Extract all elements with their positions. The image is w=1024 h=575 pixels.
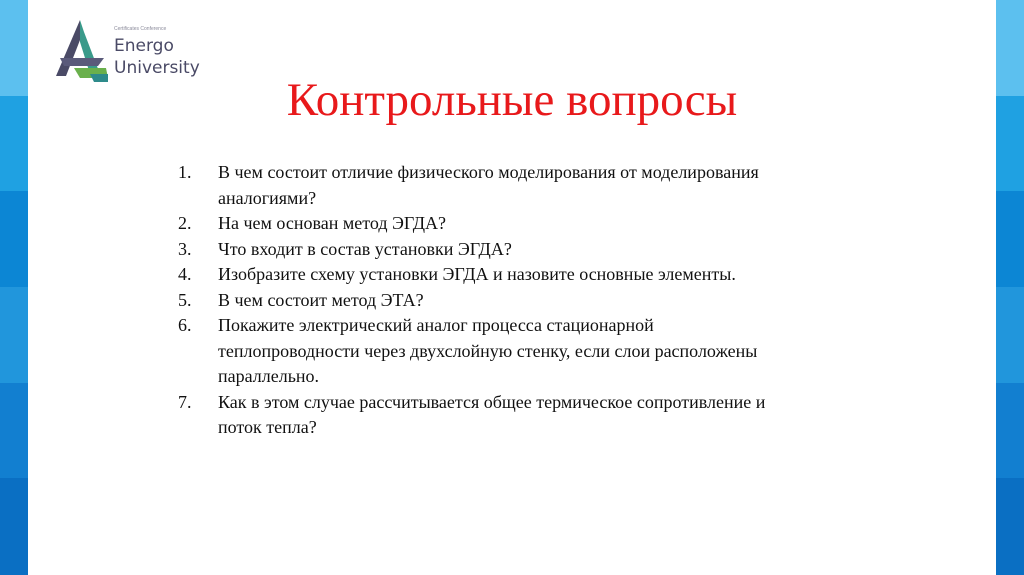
- triangle-logo-icon: [50, 18, 112, 84]
- border-band: [0, 191, 28, 288]
- question-text: Что входит в состав установки ЭГДА?: [218, 238, 512, 259]
- question-text: Покажите электрический аналог процесса стационарной теплопроводности через двухслойную стенку, если слои расположены параллельно.: [218, 315, 758, 386]
- question-item: [178, 262, 778, 288]
- question-item: [178, 288, 778, 314]
- question-text: В чем состоит метод ЭТА?: [218, 289, 424, 310]
- question-number: 7.: [178, 391, 192, 412]
- question-item: [178, 211, 778, 237]
- question-number: 2.: [178, 213, 192, 233]
- question-text: В чем состоит отличие физического моделирования от моделирования аналогиями?: [218, 162, 759, 208]
- question-text: На чем основан метод ЭГДА?: [218, 213, 446, 233]
- question-number: 4.: [178, 264, 192, 284]
- border-band: [996, 478, 1024, 575]
- border-band: [0, 478, 28, 575]
- border-band: [996, 383, 1024, 480]
- logo-word-university: University: [114, 58, 200, 78]
- border-band: [996, 287, 1024, 384]
- question-item: [178, 160, 778, 211]
- question-number: 3.: [178, 238, 192, 259]
- border-band: [0, 383, 28, 480]
- logo-word-energo: Energo: [114, 36, 174, 56]
- border-band: [996, 0, 1024, 97]
- question-text: Изобразите схему установки ЭГДА и назовите основные элементы.: [218, 264, 736, 284]
- question-number: 6.: [178, 315, 192, 335]
- left-blue-border: [0, 0, 28, 574]
- question-item: [178, 390, 778, 441]
- border-band: [0, 96, 28, 193]
- border-band: [996, 96, 1024, 193]
- questions-list: [178, 160, 778, 441]
- right-blue-border: [996, 0, 1024, 574]
- border-band: [996, 191, 1024, 288]
- slide-title: Контрольные вопросы: [286, 74, 738, 126]
- border-band: [0, 0, 28, 97]
- question-number: 5.: [178, 289, 192, 310]
- logo-tagline: Certificates Conference: [114, 26, 167, 32]
- border-band: [0, 287, 28, 384]
- question-item: [178, 237, 778, 263]
- question-number: 1.: [178, 162, 192, 182]
- slide: [28, 0, 996, 574]
- question-text: Как в этом случае рассчитывается общее термическое сопротивление и поток тепла?: [218, 391, 766, 437]
- question-item: [178, 313, 778, 390]
